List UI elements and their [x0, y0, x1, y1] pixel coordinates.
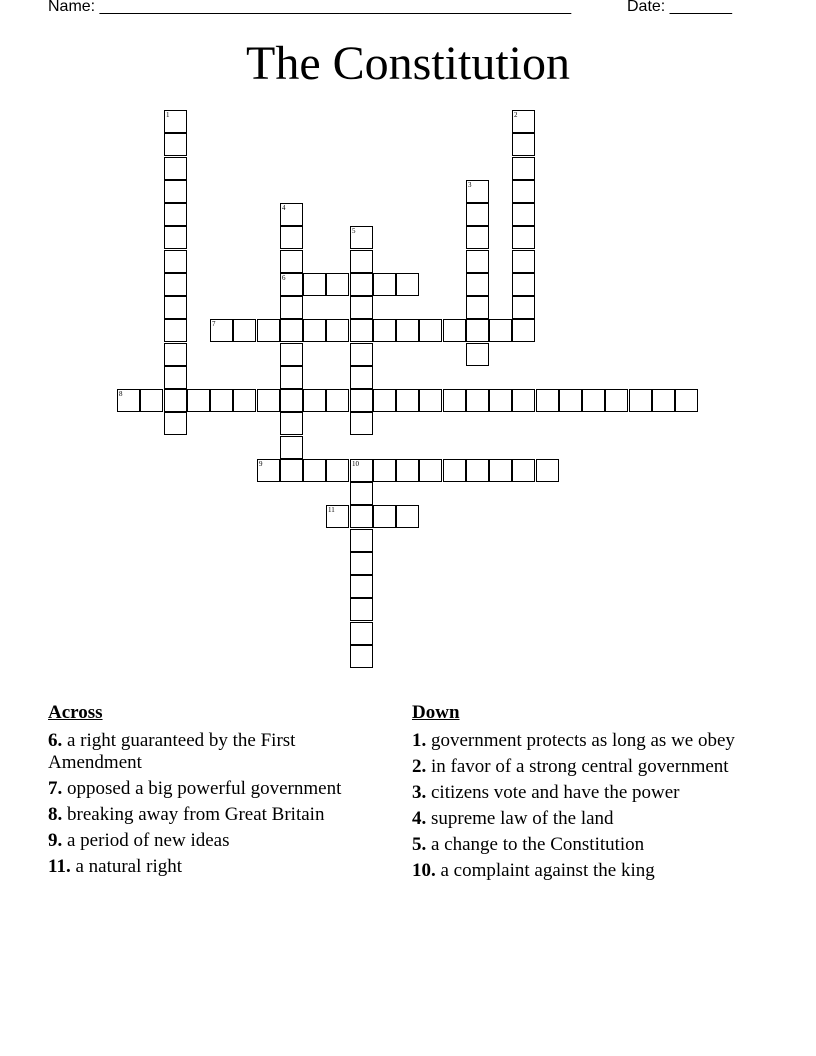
clue-number: 1: [166, 111, 170, 119]
crossword-cell[interactable]: [326, 459, 349, 482]
crossword-cell[interactable]: [536, 389, 559, 412]
crossword-cell[interactable]: [489, 319, 512, 342]
crossword-cell[interactable]: [373, 273, 396, 296]
crossword-cell[interactable]: [675, 389, 698, 412]
crossword-cell[interactable]: [396, 505, 419, 528]
clue-number: 8: [119, 390, 123, 398]
crossword-cell[interactable]: [280, 273, 303, 296]
crossword-cell[interactable]: [350, 389, 373, 412]
down-clue-5: 5. a change to the Constitution: [412, 834, 645, 855]
down-clue-3: 3. citizens vote and have the power: [412, 782, 680, 803]
crossword-cell[interactable]: [210, 389, 233, 412]
crossword-cell[interactable]: [350, 366, 373, 389]
crossword-cell[interactable]: [280, 436, 303, 459]
crossword-cell[interactable]: [303, 389, 326, 412]
crossword-cell[interactable]: [280, 343, 303, 366]
crossword-cell[interactable]: [210, 319, 233, 342]
clue-number: 4: [282, 204, 286, 212]
crossword-cell[interactable]: [536, 459, 559, 482]
crossword-cell[interactable]: [117, 389, 140, 412]
crossword-cell[interactable]: [419, 459, 442, 482]
across-clue-9: 9. a period of new ideas: [48, 830, 230, 851]
crossword-cell[interactable]: [303, 319, 326, 342]
crossword-cell[interactable]: [512, 296, 535, 319]
crossword-cell[interactable]: [257, 389, 280, 412]
crossword-cell[interactable]: [140, 389, 163, 412]
across-clue-8: 8. breaking away from Great Britain: [48, 804, 325, 825]
crossword-cell[interactable]: [303, 459, 326, 482]
across-clue-6: 6. a right guaranteed by the First Amendment: [48, 730, 296, 773]
down-clues: [412, 702, 772, 886]
crossword-cell[interactable]: [350, 343, 373, 366]
crossword-cell[interactable]: [466, 203, 489, 226]
name-field-label: Name: _____________________________________________________: [48, 0, 572, 15]
crossword-cell[interactable]: [443, 319, 466, 342]
crossword-cell[interactable]: [466, 296, 489, 319]
crossword-cell[interactable]: [605, 389, 628, 412]
crossword-cell[interactable]: [164, 412, 187, 435]
crossword-cell[interactable]: [303, 273, 326, 296]
crossword-cell[interactable]: [443, 459, 466, 482]
crossword-cell[interactable]: [512, 203, 535, 226]
clue-number: 11: [328, 506, 335, 514]
crossword-cell[interactable]: [512, 319, 535, 342]
crossword-cell[interactable]: [350, 552, 373, 575]
down-clue-4: 4. supreme law of the land: [412, 808, 614, 829]
crossword-cell[interactable]: [280, 203, 303, 226]
crossword-cell[interactable]: [559, 389, 582, 412]
crossword-cell[interactable]: [350, 622, 373, 645]
down-clue-1: 1. government protects as long as we obey: [412, 730, 735, 751]
crossword-cell[interactable]: [164, 319, 187, 342]
crossword-cell[interactable]: [280, 389, 303, 412]
crossword-cell[interactable]: [652, 389, 675, 412]
crossword-cell[interactable]: [164, 366, 187, 389]
crossword-cell[interactable]: [466, 389, 489, 412]
crossword-cell[interactable]: [164, 273, 187, 296]
crossword-cell[interactable]: [512, 273, 535, 296]
crossword-cell[interactable]: [466, 459, 489, 482]
across-clue-11: 11. a natural right: [48, 856, 183, 877]
crossword-cell[interactable]: [187, 389, 210, 412]
crossword-cell[interactable]: [419, 319, 442, 342]
crossword-cell[interactable]: [280, 226, 303, 249]
crossword-cell[interactable]: [350, 412, 373, 435]
crossword-cell[interactable]: [164, 226, 187, 249]
crossword-cell[interactable]: [326, 505, 349, 528]
crossword-cell[interactable]: [466, 343, 489, 366]
crossword-cell[interactable]: [164, 133, 187, 156]
crossword-cell[interactable]: [350, 296, 373, 319]
crossword-cell[interactable]: [489, 459, 512, 482]
crossword-cell[interactable]: [164, 250, 187, 273]
crossword-cell[interactable]: [350, 529, 373, 552]
crossword-cell[interactable]: [350, 645, 373, 668]
crossword-cell[interactable]: [512, 459, 535, 482]
crossword-cell[interactable]: [257, 459, 280, 482]
crossword-cell[interactable]: [326, 389, 349, 412]
crossword-cell[interactable]: [512, 180, 535, 203]
crossword-cell[interactable]: [280, 412, 303, 435]
clue-number: 5: [352, 227, 356, 235]
crossword-cell[interactable]: [466, 226, 489, 249]
crossword-cell[interactable]: [326, 273, 349, 296]
clue-number: 2: [514, 111, 518, 119]
crossword-cell[interactable]: [280, 250, 303, 273]
crossword-cell[interactable]: [373, 459, 396, 482]
clue-number: 6: [282, 274, 286, 282]
crossword-cell[interactable]: [466, 319, 489, 342]
crossword-cell[interactable]: [512, 250, 535, 273]
crossword-cell[interactable]: [350, 505, 373, 528]
across-heading: Across: [48, 702, 103, 723]
clue-number: 10: [352, 460, 359, 468]
crossword-cell[interactable]: [164, 296, 187, 319]
crossword-cell[interactable]: [373, 389, 396, 412]
crossword-cell[interactable]: [233, 319, 256, 342]
crossword-cell[interactable]: [164, 203, 187, 226]
clue-number: 7: [212, 320, 216, 328]
down-clue-10: 10. a complaint against the king: [412, 860, 655, 881]
crossword-cell[interactable]: [489, 389, 512, 412]
crossword-cell[interactable]: [512, 226, 535, 249]
page-title: The Constitution: [246, 37, 570, 90]
crossword-cell[interactable]: [164, 110, 187, 133]
crossword-cell[interactable]: [350, 319, 373, 342]
crossword-cell[interactable]: [350, 226, 373, 249]
date-field-label: Date: _______: [627, 0, 732, 15]
crossword-cell[interactable]: [396, 389, 419, 412]
crossword-cell[interactable]: [280, 296, 303, 319]
crossword-cell[interactable]: [582, 389, 605, 412]
crossword-cell[interactable]: [164, 180, 187, 203]
crossword-cell[interactable]: [350, 250, 373, 273]
across-clue-7: 7. opposed a big powerful government: [48, 778, 342, 799]
crossword-cell[interactable]: [396, 319, 419, 342]
across-clues: [48, 702, 378, 882]
crossword-cell[interactable]: [280, 366, 303, 389]
crossword-cell[interactable]: [350, 459, 373, 482]
crossword-cell[interactable]: [280, 459, 303, 482]
crossword-cell[interactable]: [350, 482, 373, 505]
crossword-cell[interactable]: [257, 319, 280, 342]
crossword-cell[interactable]: [466, 180, 489, 203]
down-heading: Down: [412, 702, 460, 723]
crossword-cell[interactable]: [396, 459, 419, 482]
crossword-cell[interactable]: [512, 157, 535, 180]
crossword-cell[interactable]: [443, 389, 466, 412]
crossword-cell[interactable]: [373, 319, 396, 342]
clue-number: 9: [259, 460, 263, 468]
crossword-cell[interactable]: [233, 389, 256, 412]
crossword-cell[interactable]: [512, 133, 535, 156]
crossword-cell[interactable]: [164, 157, 187, 180]
crossword-cell[interactable]: [466, 273, 489, 296]
down-clue-2: 2. in favor of a strong central government: [412, 756, 729, 777]
crossword-cell[interactable]: [350, 575, 373, 598]
crossword-cell[interactable]: [512, 389, 535, 412]
crossword-cell[interactable]: [326, 319, 349, 342]
crossword-cell[interactable]: [629, 389, 652, 412]
crossword-cell[interactable]: [373, 505, 396, 528]
crossword-cell[interactable]: [164, 343, 187, 366]
crossword-cell[interactable]: [164, 389, 187, 412]
clue-number: 3: [468, 181, 472, 189]
crossword-cell[interactable]: [396, 273, 419, 296]
crossword-cell[interactable]: [350, 598, 373, 621]
crossword-cell[interactable]: [350, 273, 373, 296]
crossword-cell[interactable]: [419, 389, 442, 412]
crossword-cell[interactable]: [512, 110, 535, 133]
crossword-cell[interactable]: [466, 250, 489, 273]
crossword-cell[interactable]: [280, 319, 303, 342]
